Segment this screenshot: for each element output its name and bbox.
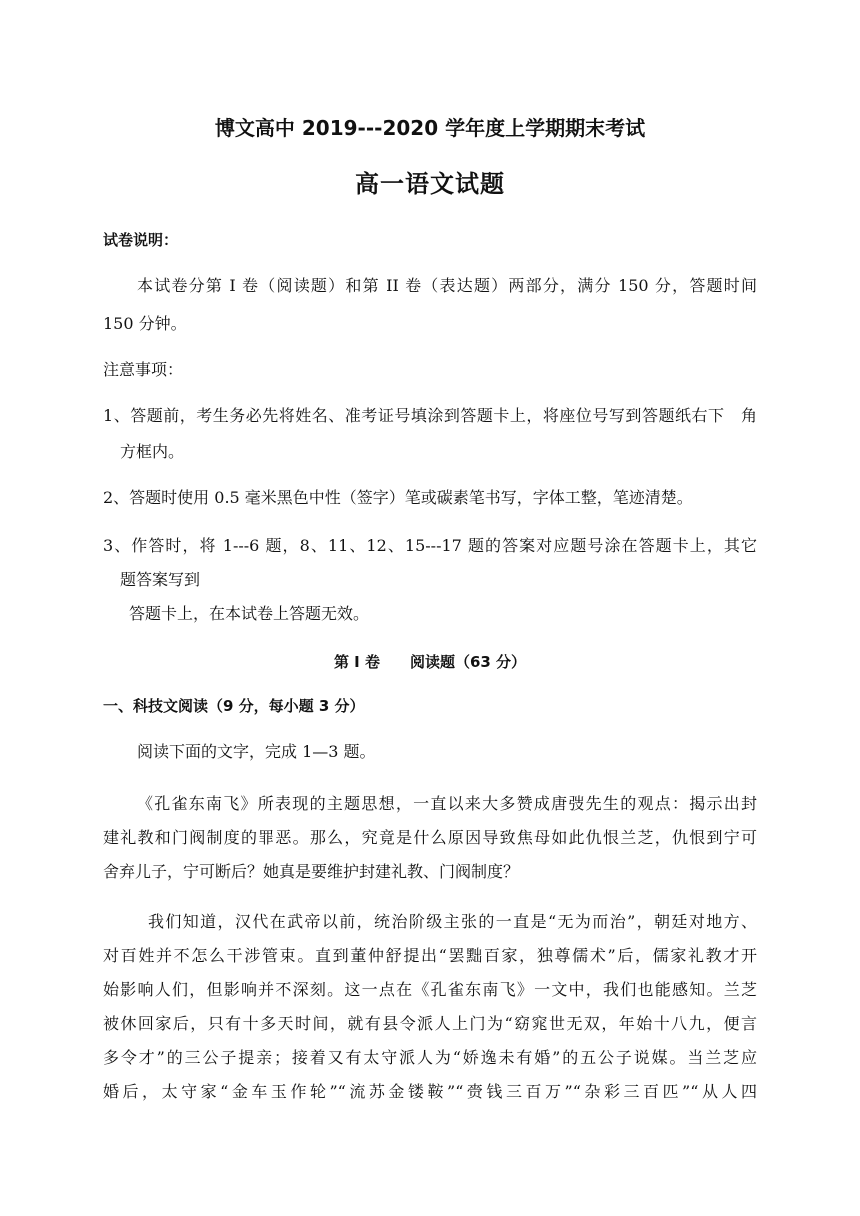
intro-line-1: 本试卷分第 I 卷（阅读题）和第 II 卷（表达题）两部分，满分 150 分，答题时间 <box>137 276 757 295</box>
instructions-heading: 试卷说明： <box>103 231 179 249</box>
note-1-line-1: 1、答题前，考生务必先将姓名、准考证号填涂到答题卡上，将座位号写到答题纸右下 角 <box>103 406 757 425</box>
note-3-line-1: 3、作答时，将 1---6 题，8、11、12、15---17 题的答案对应题号涂在答题卡上，其它 <box>103 536 757 555</box>
intro-line-2: 150 分钟。 <box>103 314 187 333</box>
part-1-heading: 第 I 卷 阅读题（63 分） <box>333 653 527 671</box>
passage-p2-line-4: 被休回家后，只有十多天时间，就有县令派人上门为“窈窕世无双，年始十八九，便言 <box>103 1014 757 1033</box>
exam-title: 博文高中 2019---2020 学年度上学期期末考试 <box>214 116 646 140</box>
reading-directive: 阅读下面的文字，完成 1—3 题。 <box>137 742 376 761</box>
notes-heading: 注意事项： <box>103 360 184 379</box>
note-3-line-2: 题答案写到 <box>120 570 201 589</box>
subject-title: 高一语文试题 <box>355 170 505 198</box>
passage-p1-line-2: 建礼教和门阀制度的罪恶。那么，究竟是什么原因导致焦母如此仇恨兰芝，仇恨到宁可 <box>103 828 757 847</box>
note-3-line-3: 答题卡上，在本试卷上答题无效。 <box>129 604 370 623</box>
section-1-heading: 一、科技文阅读（9 分，每小题 3 分） <box>103 697 365 715</box>
passage-p2-line-3: 始影响人们，但影响并不深刻。这一点在《孔雀东南飞》一文中，我们也能感知。兰芝 <box>103 980 757 999</box>
passage-p2-line-5: 多令才”的三公子提亲；接着又有太守派人为“娇逸未有婚”的五公子说媒。当兰芝应 <box>103 1048 757 1067</box>
passage-p2-line-1: 我们知道，汉代在武帝以前，统治阶级主张的一直是“无为而治”，朝廷对地方、 <box>148 912 757 931</box>
note-1-line-2: 方框内。 <box>120 442 185 461</box>
passage-p1-line-1: 《孔雀东南飞》所表现的主题思想，一直以来大多赞成唐弢先生的观点：揭示出封 <box>137 794 757 813</box>
note-2: 2、答题时使用 0.5 毫米黑色中性（签字）笔或碳素笔书写，字体工整，笔迹清楚。 <box>103 488 693 507</box>
passage-p2-line-2: 对百姓并不怎么干涉管束。直到董仲舒提出“罢黜百家，独尊儒术”后，儒家礼教才开 <box>103 946 757 965</box>
passage-p2-line-6: 婚后，太守家“金车玉作轮”“流苏金镂鞍”“赍钱三百万”“杂彩三百匹”“从人四 <box>103 1082 757 1101</box>
passage-p1-line-3: 舍弃儿子，宁可断后？她真是要维护封建礼教、门阀制度？ <box>103 862 520 881</box>
